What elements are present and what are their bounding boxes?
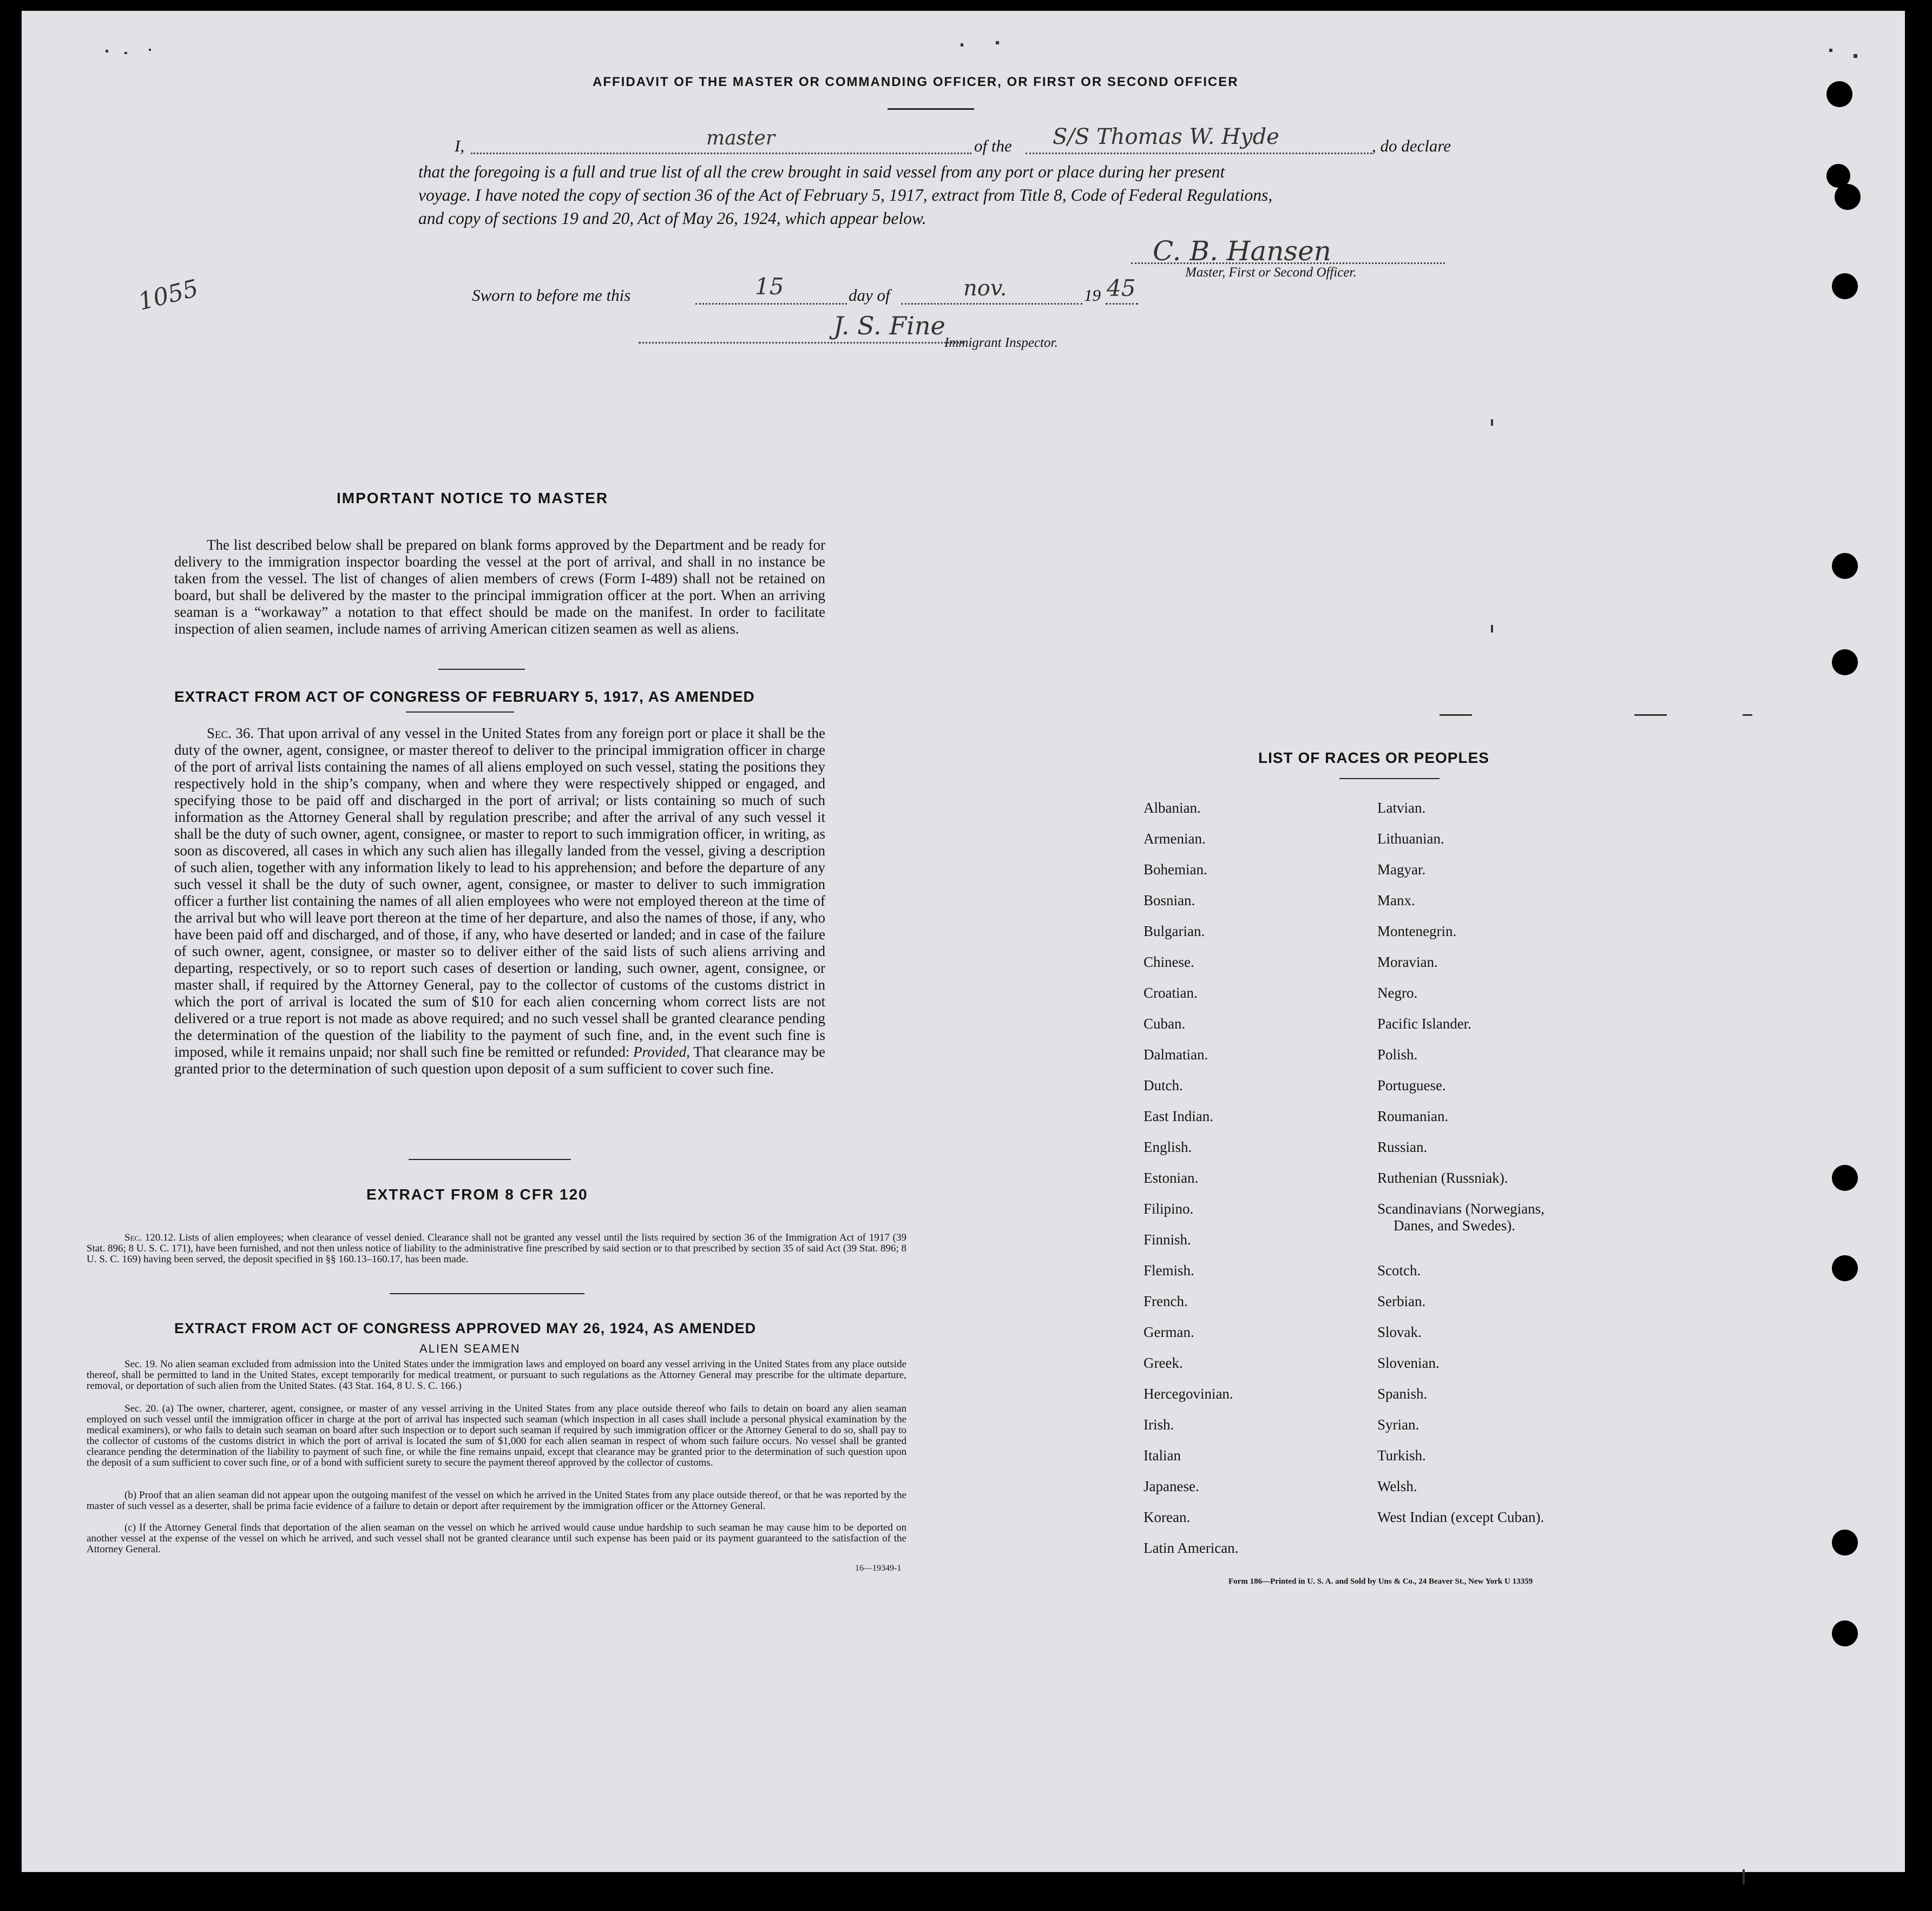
sec-19-text: No alien seaman excluded from admission into the United States under the immigration laws and employed on board any vessel arriving in the United States from any place outside thereof, shall be permitted to land in the United States, except temporarily for medical treatment, or pursuant to such regulations as the Attorney General may prescribe for the ultimate departure, removal, or deportation of such alien from the United States. (43 Stat. 164, 8 U. S. C. 166.) xyxy=(87,1359,906,1392)
signature-line xyxy=(1131,262,1445,264)
dust-speck xyxy=(961,43,963,47)
master-blank xyxy=(471,153,971,154)
punch-hole xyxy=(1832,1255,1858,1281)
punch-hole xyxy=(1835,184,1861,210)
sec-20-label: Sec. 20. xyxy=(124,1403,159,1414)
race-item: Bosnian. xyxy=(1144,892,1195,908)
signature-caption: Master, First or Second Officer. xyxy=(1185,265,1357,280)
race-item: Roumanian. xyxy=(1377,1108,1449,1124)
sec-36-text: That upon arrival of any vessel in the United States from any foreign port or place it shall be the duty of the owner, agent, consignee, or master thereof to deliver to the principal immigration officer in charge of the port of arrival lists containing the names of all aliens employed on such vessel, stating the positions they respectively hold in the ship’s company, when and where they were respectively shipped or engaged, and specifying those to be paid off and discharged in the port of arrival; or lists containing so much of such information as the Attorney General shall by regulation prescribe; and after the arrival of any such vessel it shall be the duty of such owner, agent, consignee, or master to report to such immigration officer, in writing, as soon as discovered, all cases in which any such alien has illegally landed from the vessel, giving a description of such alien, together with any information likely to lead to his apprehension; and before the departure of any such vessel it shall be the duty of such owner, agent, consignee, or master to deliver to such immigration officer a further list containing the names of all alien employees who were not employed thereon at the time of the arrival but who will leave port thereon at the time of her departure, and also the names of those, if any, who have been paid off and discharged, and of those, if any, who have deserted or landed; and in case of the failure of such owner, agent, consignee, or master so to deliver either of the said lists of such aliens arriving and departing, respectively, or so to report such cases of desertion or landing, such owner, agent, consignee, or master shall, if required by the Attorney General, pay to the collector of customs of the customs district in which the port of arrival is located the sum of $10 for each alien concerning whom correct lists are not delivered or a true report is not made as above required; and no such vessel shall be granted clearance pending the determination of the question of the liability to the payment of such fine, and, in the event such fine is imposed, while it remains unpaid; nor shall such fine be remitted or refunded: xyxy=(174,725,825,1060)
dust-speck xyxy=(106,50,108,52)
extract-1917-body xyxy=(174,725,825,1077)
race-item: Portuguese. xyxy=(1377,1077,1446,1093)
dust-speck xyxy=(1743,714,1752,716)
race-item: Albanian. xyxy=(1144,800,1201,816)
punch-hole xyxy=(1832,1620,1858,1646)
sec-20a-text: (a) The owner, charterer, agent, consignee, or master of any vessel arriving in the United States from any place outside thereof who fails to detain on board any alien seaman employed on such vessel until the immigration officer in charge at the port of arrival has inspected such seaman (which inspection in all cases shall include a personal physical examination by the medical examiners), or who fails to detain such seaman on board after such inspection or to deport such seaman if required by such immigration officer or the Attorney General to do so, shall pay to the collector of customs of the customs district in which the port of arrival is located the sum of $1,000 for each alien seaman in respect of whom such failure occurs. No vessel shall be granted clearance pending the determination of the liability to payment of such fine, or while the fine remains unpaid, except that clearance may be granted prior to the determination of such question upon the deposit of a sum sufficient to cover such fine, or of a bond with sufficient surety to secure the payment thereof approved by the collector of customs. xyxy=(87,1403,907,1468)
race-item: Negro. xyxy=(1377,985,1418,1001)
affidavit-i: I, xyxy=(455,136,465,155)
sec-20a-body xyxy=(87,1403,906,1468)
day-blank xyxy=(695,303,847,305)
cfr-sec-label: Sec. 120.12. xyxy=(124,1232,176,1243)
handwritten-vessel-name: S/S Thomas W. Hyde xyxy=(1053,124,1279,149)
affidavit-line-3: and copy of sections 19 and 20, Act of May 26, 1924, which appear below. xyxy=(418,209,926,228)
race-item: West Indian (except Cuban). xyxy=(1377,1509,1545,1525)
race-item: German. xyxy=(1144,1324,1194,1340)
affidavit-do-declare: , do declare xyxy=(1372,136,1451,155)
race-item: East Indian. xyxy=(1144,1108,1213,1124)
vessel-blank xyxy=(1026,153,1372,154)
handwritten-master: master xyxy=(706,127,776,149)
race-item: Latvian. xyxy=(1377,800,1426,816)
sec-20b-body: (b) Proof that an alien seaman did not appear upon the outgoing manifest of the vessel on which he arrived in the United States from any place outside thereof, or that he was reported by the master of such vessel as a deserter, shall be prima facie evidence of a failure to detain or deport after requirement by the immigration officer or the Attorney General. xyxy=(87,1490,906,1512)
extract-1924-title: EXTRACT FROM ACT OF CONGRESS APPROVED MAY 26, 1924, AS AMENDED xyxy=(174,1320,757,1336)
dust-speck xyxy=(149,49,151,51)
sworn-text: Sworn to before me this xyxy=(472,286,631,305)
sec-19-label: Sec. 19. xyxy=(124,1359,157,1370)
race-item: Manx. xyxy=(1377,892,1415,908)
race-item: Slovenian. xyxy=(1377,1355,1440,1371)
handwritten-day: 15 xyxy=(755,273,784,300)
race-item: Spanish. xyxy=(1377,1386,1428,1402)
cfr-divider xyxy=(390,1293,584,1294)
dust-speck xyxy=(1634,714,1667,716)
race-item: Chinese. xyxy=(1144,954,1194,970)
sec-19-body xyxy=(87,1359,906,1392)
race-item: Finnish. xyxy=(1144,1231,1191,1248)
punch-hole xyxy=(1832,273,1858,299)
races-title: LIST OF RACES OR PEOPLES xyxy=(1258,749,1489,766)
notice-body: The list described below shall be prepared on blank forms approved by the Department and be ready for delivery to the immigration inspector boarding the vessel at the port of arrival, and shall in no instance be taken from the vessel. The list of changes of alien members of crews (Form I-489) shall not be retained on board, but shall be delivered by the master to the principal immigration officer at the port. When an arriving seaman is a “workaway” a notation to that effect should be made on the manifest. In order to facilitate inspection of alien seamen, include names of arriving American citizen seamen as well as aliens. xyxy=(174,537,825,637)
race-item: Syrian. xyxy=(1377,1416,1420,1433)
race-item: Dutch. xyxy=(1144,1077,1183,1093)
race-item: Japanese. xyxy=(1144,1478,1199,1494)
race-item: Dalmatian. xyxy=(1144,1046,1208,1063)
affidavit-line-1: that the foregoing is a full and true list of all the crew brought in said vessel from any port or place during her present xyxy=(418,162,1225,181)
cfr-title: EXTRACT FROM 8 CFR 120 xyxy=(366,1186,588,1203)
notice-divider xyxy=(438,669,525,670)
notice-title: IMPORTANT NOTICE TO MASTER xyxy=(337,490,609,506)
inspector-caption: Immigrant Inspector. xyxy=(944,335,1058,350)
inspector-line xyxy=(639,342,963,344)
dust-speck xyxy=(1491,419,1493,426)
document-page xyxy=(22,11,1905,1872)
punch-hole xyxy=(1832,649,1858,675)
printer-footer: Form 186—Printed in U. S. A. and Sold by Uns & Co., 24 Beaver St., New York U 13359 xyxy=(1228,1577,1533,1586)
race-item: Ruthenian (Russniak). xyxy=(1377,1170,1508,1186)
dust-speck xyxy=(1491,625,1493,632)
race-item: Russian. xyxy=(1377,1139,1428,1155)
race-item: Hercegovinian. xyxy=(1144,1386,1233,1402)
race-item: Bulgarian. xyxy=(1144,923,1205,939)
races-title-rule xyxy=(1339,778,1440,779)
race-item: Irish. xyxy=(1144,1416,1174,1433)
race-item: Estonian. xyxy=(1144,1170,1199,1186)
race-item: Cuban. xyxy=(1144,1016,1186,1032)
cfr-body xyxy=(87,1233,906,1265)
race-item: Pacific Islander. xyxy=(1377,1016,1471,1032)
dust-speck xyxy=(1829,49,1832,52)
race-item: Welsh. xyxy=(1377,1478,1417,1494)
dust-speck xyxy=(124,52,127,54)
race-item: Montenegrin. xyxy=(1377,923,1457,939)
affidavit-of-the: of the xyxy=(974,136,1012,155)
handwritten-margin-number: 1055 xyxy=(135,274,201,316)
race-item: Filipino. xyxy=(1144,1201,1194,1217)
race-item: Lithuanian. xyxy=(1377,831,1444,847)
race-item: Scandinavians (Norwegians, xyxy=(1377,1201,1545,1217)
sec-36-provided: Provided, xyxy=(633,1044,690,1060)
race-item: Magyar. xyxy=(1377,861,1426,878)
race-item: Scotch. xyxy=(1377,1262,1421,1279)
race-item: Armenian. xyxy=(1144,831,1206,847)
master-signature: C. B. Hansen xyxy=(1153,235,1331,267)
race-item: Moravian. xyxy=(1377,954,1438,970)
sec-20c-body: (c) If the Attorney General finds that deportation of the alien seaman on the vessel on which he arrived would cause undue hardship to such seaman he may cause him to be deported on another vessel at the expense of the vessel on which he arrived, and such vessel shall not be granted clearance until such expense has been paid or its payment guaranteed to the satisfaction of the Attorney General. xyxy=(87,1522,906,1555)
punch-hole xyxy=(1832,553,1858,579)
year-blank xyxy=(1106,303,1138,305)
race-item: Danes, and Swedes). xyxy=(1394,1217,1515,1234)
form-code: 16—19349-1 xyxy=(855,1564,902,1573)
dust-speck xyxy=(996,41,999,44)
race-item: Flemish. xyxy=(1144,1262,1194,1279)
race-item: Serbian. xyxy=(1377,1293,1426,1309)
race-item: Italian xyxy=(1144,1447,1181,1464)
dust-speck xyxy=(1440,714,1472,716)
handwritten-year: 45 xyxy=(1107,275,1136,301)
extract-1917-title: EXTRACT FROM ACT OF CONGRESS OF FEBRUARY 5, 1917, AS AMENDED xyxy=(174,688,755,705)
month-blank xyxy=(901,303,1082,305)
race-item: French. xyxy=(1144,1293,1188,1309)
race-item: Korean. xyxy=(1144,1509,1191,1525)
race-item: Greek. xyxy=(1144,1355,1183,1371)
affidavit-title-rule xyxy=(888,108,974,110)
race-item: Turkish. xyxy=(1377,1447,1426,1464)
punch-hole xyxy=(1826,81,1852,107)
race-item: English. xyxy=(1144,1139,1192,1155)
affidavit-line-2: voyage. I have noted the copy of section 36 of the Act of February 5, 1917, extract from Title 8, Code of Federal Regulations, xyxy=(418,186,1273,205)
dust-speck xyxy=(1854,54,1857,58)
punch-hole xyxy=(1832,1165,1858,1191)
sec-36-label: Sec. 36. xyxy=(207,725,254,741)
race-item: Croatian. xyxy=(1144,985,1198,1001)
extract-1917-divider xyxy=(409,1159,571,1160)
punch-hole xyxy=(1832,1530,1858,1556)
affidavit-title: AFFIDAVIT OF THE MASTER OR COMMANDING OFFICER, OR FIRST OR SECOND OFFICER xyxy=(593,75,1239,89)
extract-1924-subtitle: ALIEN SEAMEN xyxy=(419,1342,521,1355)
race-item: Slovak. xyxy=(1377,1324,1422,1340)
day-of-text: day of xyxy=(849,286,890,305)
handwritten-month: nov. xyxy=(963,276,1007,301)
sec-36-end: That clearance may be granted prior to the determination of such question upon deposit of a sum sufficient to cover such fine. xyxy=(174,1044,826,1077)
race-item: Bohemian. xyxy=(1144,861,1207,878)
race-item: Polish. xyxy=(1377,1046,1418,1063)
year-prefix: 19 xyxy=(1084,286,1101,305)
dust-speck xyxy=(1743,1869,1745,1884)
race-item: Latin American. xyxy=(1144,1540,1239,1556)
inspector-signature: J. S. Fine xyxy=(833,311,945,340)
extract-1917-rule xyxy=(406,711,514,713)
cfr-sec-text: Lists of alien employees; when clearance of vessel denied. Clearance shall not be granted any vessel until the lists required by section 36 of the Immigration Act of 1917 (39 Stat. 896; 8 U. S. C. 171), have been furnished, and not then unless notice of liability to the administrative fine prescribed by said section or to that prescribed by section 35 of said Act (39 Stat. 896; 8 U. S. C. 169) having been served, the deposit specified in §§ 160.13–160.17, has been made. xyxy=(87,1232,906,1265)
